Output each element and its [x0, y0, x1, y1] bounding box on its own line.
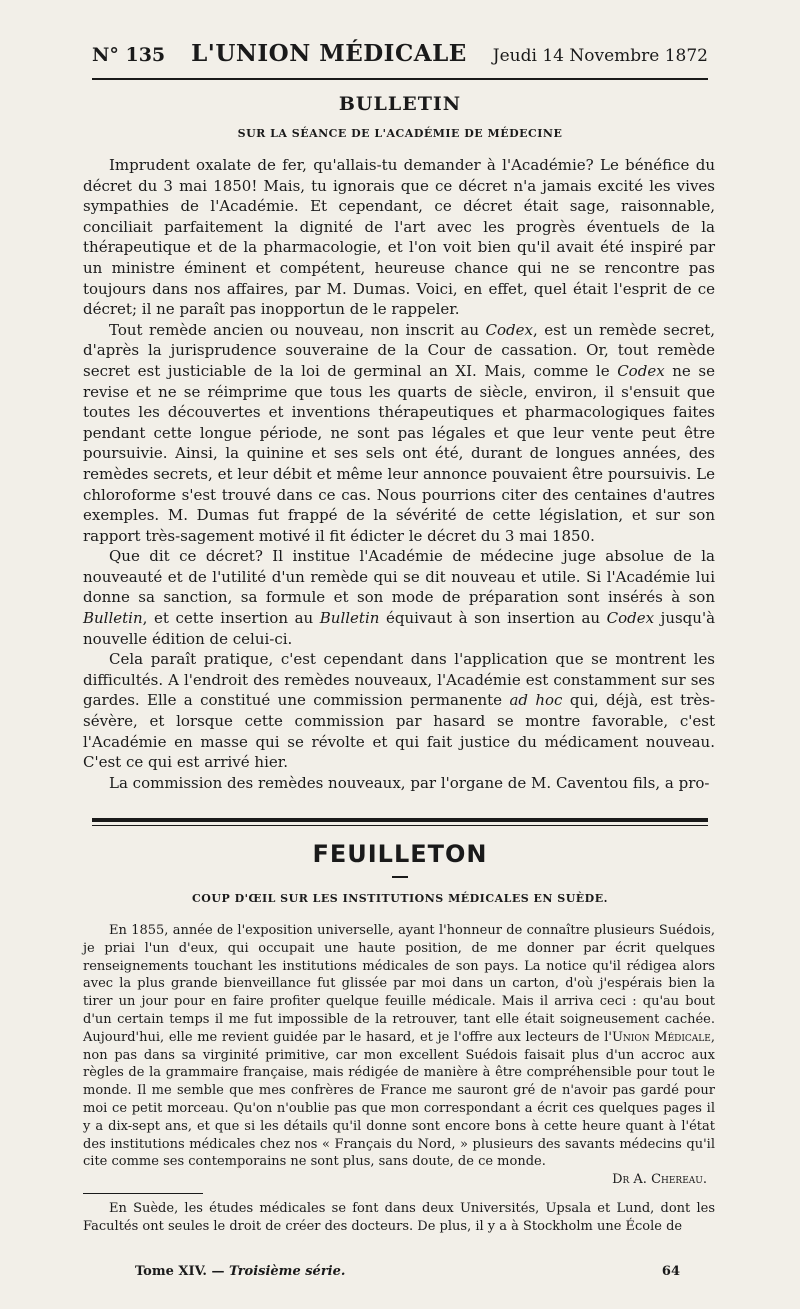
feuilleton-paragraph-1: En 1855, année de l'exposition universelle, ayant l'honneur de connaître plusieurs Suédois, je priai l'un d'eux, qui occupait une haute position, de me donner par écrit quelques renseignements touchant les institutions médicales de son pays. La notice qu'il rédigea alors avec la plus grande bienveillance fut glissée par moi dans un carton, d'où j'espérais bien la tirer un jour pour en faire profiter quelque feuille médicale. Mais il arriva ceci : qu'au bout d'un certain temps il me fut impossible de la retrouver, tant elle était soigneusement cachée. Aujourd'hui, elle me revient guidée par le hasard, et je l'offre aux lecteurs de l'Union Médicale, non pas dans sa virginité primitive, car mon excellent Suédois faisait plus d'un accroc aux règles de la grammaire française, mais rédigée de manière à être compréhensible pour tout le monde. Il me semble que mes confrères de France me sauront gré de n'avoir pas gardé pour moi ce petit morceau. Qu'on n'oublie pas que mon correspondant a écrit ces quelques pages il y a dix-sept ans, et que si les détails qu'il donne sont encore bons à cette heure quant à l'état des institutions médicales chez nos « Français du Nord, » plusieurs des savants médecins qu'il cite comme ses contemporains ne sont plus, sans doute, de ce monde. — [83, 923, 715, 1170]
feuilleton-body — [83, 922, 715, 1236]
page-number: 64 — [661, 1264, 680, 1279]
bulletin-paragraph-2: Tout remède ancien ou nouveau, non inscrit au Codex, est un remède secret, d'après la jurisprudence souveraine de la Cour de cassation. Or, tout remède secret est justiciable de la loi de germinal an XI. Mais, comme le Codex ne se revise et ne se réimprime que tous les quarts de siècle, environ, il s'ensuit que toutes les découvertes et inventions thérapeutiques et pharmacologiques faites pendant cette longue période, ne sont pas légales et que leur vente peut être poursuivie. Ainsi, la quinine et ses sels ont été, durant de longues années, des remèdes secrets, et leur débit et même leur annonce pouvaient être poursuivis. Le chloroforme s'est trouvé dans ce cas. Nous pourrions citer des centaines d'autres exemples. M. Dumas fut frappé de la sévérité de cette législation, et sur son rapport très-sagement motivé il fit édicter le décret du 3 mai 1850. — [83, 320, 715, 545]
newspaper-title: L'UNION MÉDICALE — [191, 40, 467, 67]
bulletin-paragraph-4: Cela paraît pratique, c'est cependant dans l'application que se montrent les difficultés. A l'endroit des remèdes nouveaux, l'Académie est constamment sur ses gardes. Elle a constitué une commission permanente ad hoc qui, déjà, est très-sévère, et lorsque cette commission par hasard se montre favorable, c'est l'Académie en masse qui se révolte et qui fait justice du médicament nouveau. C'est ce qui est arrivé hier. — [83, 650, 716, 772]
bulletin-title: BULLETIN — [338, 93, 462, 115]
feuilleton-title: FEUILLETON — [312, 840, 488, 868]
feuilleton-dash — [392, 876, 408, 878]
volume-info: Tome XIV. — Troisième série. — [135, 1264, 346, 1279]
page-footer — [135, 1264, 710, 1279]
issue-date: Jeudi 14 Novembre 1872 — [492, 46, 708, 66]
issue-number: N° 135 — [92, 44, 166, 66]
bulletin-subtitle: SUR LA SÉANCE DE L'ACADÉMIE DE MÉDECINE — [237, 127, 563, 140]
bulletin-body — [83, 155, 715, 793]
bulletin-paragraph-1: Imprudent oxalate de fer, qu'allais-tu demander à l'Académie? Le bénéfice du décret du 3 mai 1850! Mais, tu ignorais que ce décret n'a jamais excité les vives sympathies de l'Académie. Et cependant, ce décret était sage, raisonnable, conciliait parfaitement la dignité de l'art avec les progrès éventuels de la thérapeutique et de la pharmacologie, et l'on voit bien qu'il avait été inspiré par un ministre éminent et compétent, heureuse chance qui ne se rencontre pas toujours dans nos affaires, par M. Dumas. Voici, en effet, quel était l'esprit de ce décret; il ne paraît pas inopportun de le rappeler. — [83, 156, 715, 319]
feuilleton-paragraph-2: En Suède, les études médicales se font dans deux Universités, Upsala et Lund, dont les Facultés ont seules le droit de créer des docteurs. De plus, il y a à Stockholm une École de — [83, 1200, 715, 1234]
masthead-rule — [92, 78, 708, 80]
bulletin-paragraph-3: Que dit ce décret? Il institue l'Académie de médecine juge absolue de la nouveauté et de l'utilité d'un remède qui se dit nouveau et utile. Si l'Académie lui donne sa sanction, sa formule et son mode de préparation sont insérés à son Bulletin, et cette insertion au Bulletin équivaut à son insertion au Codex jusqu'à nouvelle édition de celui-ci. — [83, 547, 716, 648]
feuilleton-rule-bottom — [92, 825, 708, 826]
feuilleton-subtitle: COUP D'ŒIL SUR LES INSTITUTIONS MÉDICALES EN SUÈDE. — [192, 892, 608, 905]
signature-divider — [83, 1193, 203, 1194]
masthead — [92, 40, 708, 76]
author-signature: Dr A. Chereau. — [612, 1172, 707, 1188]
bulletin-paragraph-5: La commission des remèdes nouveaux, par l'organe de M. Caventou fils, a pro- — [109, 773, 710, 792]
feuilleton-rule-top — [92, 818, 708, 822]
